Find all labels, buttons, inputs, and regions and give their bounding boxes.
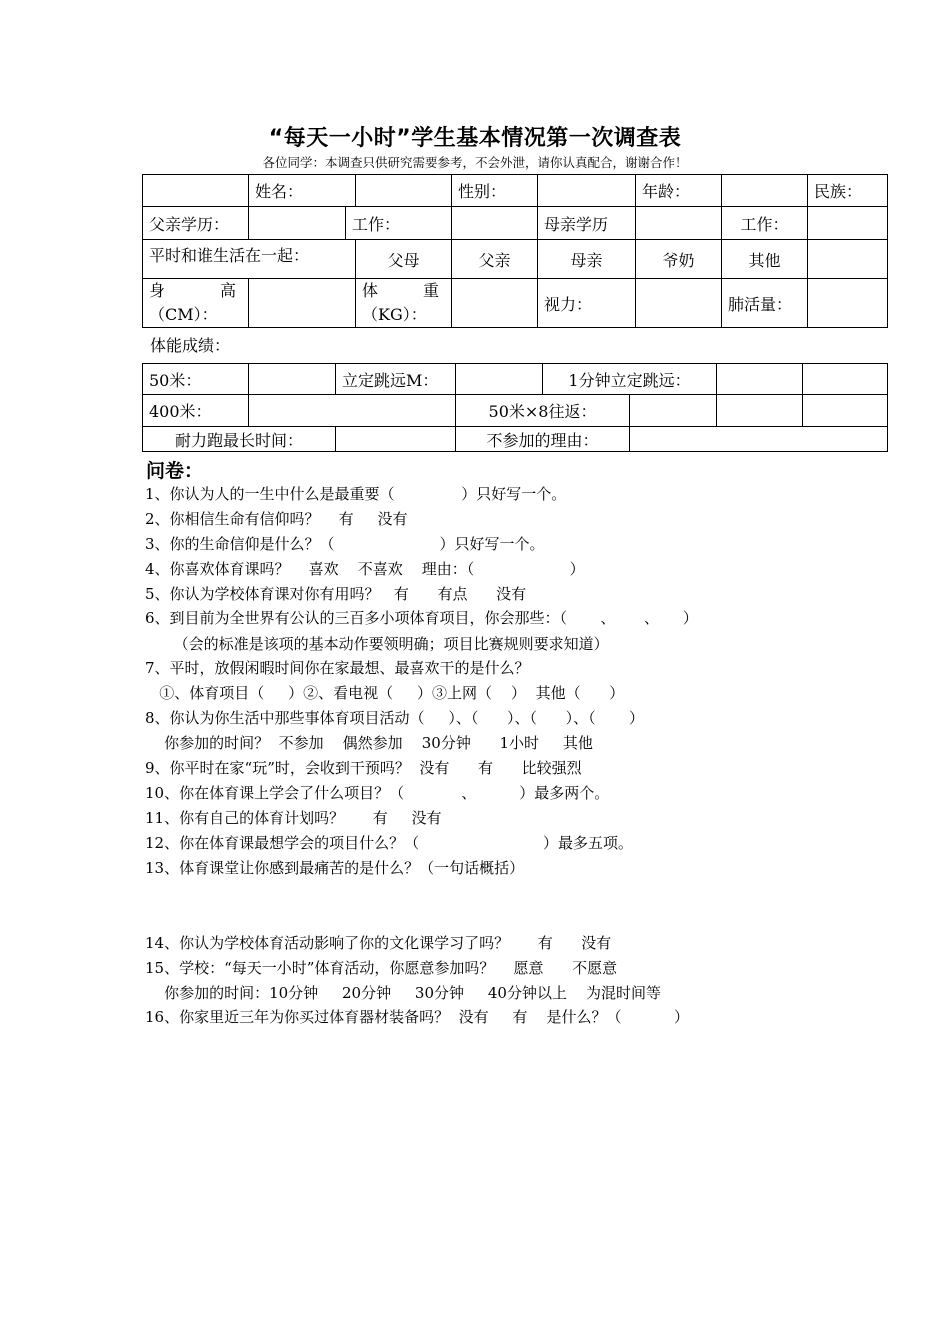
question-12: 12、你在体育课最想学会的项目什么？（ ）最多五项。: [145, 834, 634, 852]
question-7-options: ①、体育项目（ ）②、看电视（ ）③上网（ ） 其他（ ）: [145, 684, 625, 702]
height-unit: （CM）：: [149, 305, 218, 324]
father-education-label: 父亲学历：: [143, 207, 249, 240]
shuttle-run-label: 50米×8往返：: [456, 395, 630, 427]
father-work-label: 工作：: [346, 207, 452, 240]
question-15-time: 你参加的时间：10分钟 20分钟 30分钟 40分钟以上 为混时间等: [145, 984, 662, 1002]
height-label-a: 身: [149, 281, 166, 300]
gender-field[interactable]: [538, 175, 636, 207]
endurance-run-label: 耐力跑最长时间：: [143, 427, 336, 452]
question-13: 13、体育课堂让你感到最痛苦的是什么？（一句话概括）: [145, 859, 525, 877]
1min-jump-label: 1分钟立定跳远：: [543, 364, 717, 395]
father-education-field[interactable]: [249, 207, 346, 240]
question-11: 11、你有自己的体育计划吗？ 有 没有: [145, 809, 442, 827]
empty-cell: [803, 395, 888, 427]
question-8: 8、你认为你生活中那些事体育项目活动（ ）、（ ）、（ ）、（ ）: [145, 709, 644, 727]
question-7: 7、平时，放假闲暇时间你在家最想、最喜欢干的是什么？: [145, 659, 530, 677]
live-with-label: 平时和谁生活在一起：: [143, 240, 356, 279]
mother-education-label: 母亲学历: [538, 207, 636, 240]
height-field[interactable]: [249, 279, 356, 328]
option-grandparents[interactable]: 爷奶: [636, 240, 722, 279]
option-parents[interactable]: 父母: [356, 240, 452, 279]
age-label: 年龄：: [636, 175, 722, 207]
lung-capacity-field[interactable]: [808, 279, 888, 328]
empty-cell: [143, 175, 249, 207]
weight-field[interactable]: [452, 279, 538, 328]
weight-label: [356, 279, 452, 328]
shuttle-run-field[interactable]: [630, 395, 717, 427]
empty-cell: [803, 364, 888, 395]
option-mother[interactable]: 母亲: [538, 240, 636, 279]
name-label: 姓名：: [249, 175, 356, 207]
question-8-time: 你参加的时间？ 不参加 偶然参加 30分钟 1小时 其他: [145, 734, 593, 752]
question-3: 3、你的生命信仰是什么？（ ）只好写一个。: [145, 535, 545, 553]
name-field[interactable]: [356, 175, 452, 207]
question-1: 1、你认为人的一生中什么是最重要（ ）只好写一个。: [145, 485, 567, 503]
weight-label-b: 重: [423, 281, 440, 300]
weight-label-a: 体: [362, 281, 379, 300]
not-participating-reason-label: 不参加的理由：: [456, 427, 630, 452]
question-6: 6、到目前为全世界有公认的三百多小项体育项目，你会那些：（ 、 、 ）: [145, 609, 698, 627]
question-6-note: （会的标准是该项的基本动作要领明确；项目比赛规则要求知道）: [145, 635, 609, 653]
empty-cell: [808, 240, 888, 279]
lung-capacity-label: 肺活量：: [722, 279, 808, 328]
empty-cell: [717, 395, 803, 427]
vision-label: 视力：: [538, 279, 636, 328]
endurance-run-field[interactable]: [336, 427, 456, 452]
height-label-b: 高: [219, 281, 236, 300]
long-jump-field[interactable]: [456, 364, 543, 395]
not-participating-reason-field[interactable]: [630, 427, 888, 452]
50m-field[interactable]: [249, 364, 336, 395]
question-10: 10、你在体育课上学会了什么项目？（ 、 ）最多两个。: [145, 784, 610, 802]
weight-unit: （KG）：: [362, 305, 427, 324]
ethnicity-label: 民族：: [808, 175, 888, 207]
page-title: “每天一小时”学生基本情况第一次调查表: [268, 126, 682, 151]
400m-label: 400米：: [143, 395, 249, 427]
gender-label: 性别：: [452, 175, 538, 207]
questionnaire-title: 问卷：: [146, 460, 204, 482]
mother-work-field[interactable]: [808, 207, 888, 240]
50m-label: 50米：: [143, 364, 249, 395]
vision-field[interactable]: [636, 279, 722, 328]
400m-field[interactable]: [249, 395, 456, 427]
option-other[interactable]: 其他: [722, 240, 808, 279]
question-5: 5、你认为学校体育课对你有用吗？ 有 有点 没有: [145, 585, 527, 603]
age-field[interactable]: [722, 175, 808, 207]
question-9: 9、你平时在家“玩”时，会收到干预吗？ 没有 有 比较强烈: [145, 759, 582, 777]
fitness-table: [142, 363, 888, 452]
question-16: 16、你家里近三年为你买过体育器材装备吗？ 没有 有 是什么？（ ）: [145, 1008, 689, 1026]
page-subtitle: 各位同学：本调查只供研究需要参考，不会外泄，请你认真配合，谢谢合作！: [262, 155, 688, 170]
long-jump-label: 立定跳远M：: [336, 364, 456, 395]
question-2: 2、你相信生命有信仰吗？ 有 没有: [145, 510, 408, 528]
fitness-score-label: 体能成绩：: [150, 336, 231, 355]
question-14: 14、你认为学校体育活动影响了你的文化课学习了吗？ 有 没有: [145, 934, 612, 952]
mother-education-field[interactable]: [636, 207, 722, 240]
question-4: 4、你喜欢体育课吗？ 喜欢 不喜欢 理由：（ ）: [145, 560, 585, 578]
option-father[interactable]: 父亲: [452, 240, 538, 279]
question-15: 15、学校：“每天一小时”体育活动，你愿意参加吗？ 愿意 不愿意: [145, 959, 618, 977]
father-work-field[interactable]: [452, 207, 538, 240]
height-label: [143, 279, 249, 328]
basic-info-table: [142, 174, 888, 328]
mother-work-label: 工作：: [722, 207, 808, 240]
1min-jump-field[interactable]: [717, 364, 803, 395]
